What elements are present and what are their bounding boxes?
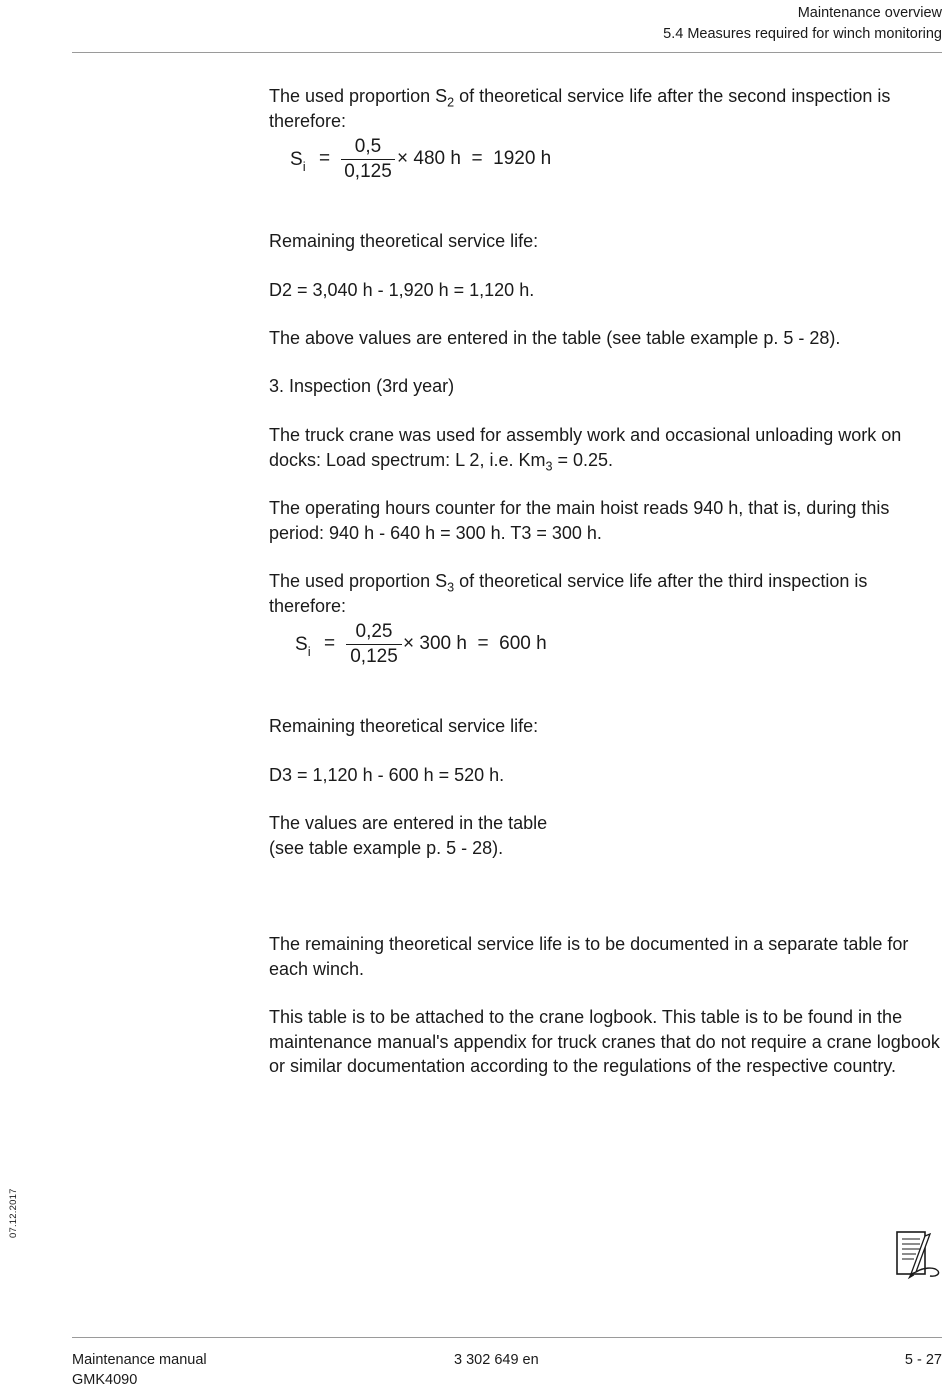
paragraph-logbook: This table is to be attached to the crane logbook. This table is to be found in the maintenance manual's appendix for truck cranes that do not require a crane logbook or similar documentation according to the regulations of the respective country.	[269, 1007, 940, 1076]
paragraph-d3: D3 = 1,120 h - 600 h = 520 h.	[269, 765, 505, 785]
fraction-bar	[341, 159, 395, 160]
header-rule	[72, 52, 942, 53]
header-chapter: Maintenance overview	[797, 5, 942, 21]
paragraph-load-spectrum: The truck crane was used for assembly work and occasional unloading work on docks: Load spectrum: L 2, i.e. $Km_3 = 0.25$.	[269, 425, 902, 473]
footer-document-number: 3 302 649 en	[454, 1352, 539, 1368]
paragraph-remaining-life-2: Remaining theoretical service life:	[269, 716, 539, 736]
footer-manual-title: Maintenance manual	[72, 1352, 207, 1368]
fraction: 0,25 0,125	[346, 621, 402, 668]
formula-third-inspection: $S_i$ = 0,25 0,125 × 300 h = 600 h	[295, 621, 547, 668]
footer-page-number: 5 - 27	[904, 1352, 942, 1368]
manual-note-icon	[894, 1228, 944, 1280]
paragraph-documentation: The remaining theoretical service life is to be documented in a separate table for each winch.	[269, 934, 909, 979]
paragraph-d2: D2 = 3,040 h - 1,920 h = 1,120 h.	[269, 280, 535, 300]
side-date: 07.12.2017	[8, 1188, 19, 1238]
paragraph-operating-hours: The operating hours counter for the main hoist reads 940 h, that is, during this period: 940 h - 640 h = 300 h. T3 = 300 h.	[269, 498, 890, 543]
formula-second-inspection: $S_i$ = 0,5 0,125 × 480 h = 1920 h	[290, 136, 552, 183]
footer-rule	[72, 1337, 942, 1338]
header-section: 5.4 Measures required for winch monitoring	[663, 26, 942, 42]
heading-third-inspection: 3. Inspection (3rd year)	[269, 376, 455, 396]
footer-model: GMK4090	[72, 1372, 138, 1388]
paragraph-used-proportion-s3: The used proportion $S_3$ of theoretical service life after the third inspection is therefore:	[269, 571, 868, 616]
paragraph-remaining-life-1: Remaining theoretical service life:	[269, 231, 539, 251]
page-header	[663, 3, 942, 45]
fraction-bar	[346, 644, 402, 645]
paragraph-table-entry-1: The above values are entered in the table (see table example p. 5 - 28).	[269, 328, 841, 348]
fraction: 0,5 0,125	[341, 136, 395, 183]
paragraph-table-entry-2: The values are entered in the table (see table example p. 5 - 28).	[269, 813, 548, 858]
paragraph-used-proportion-s2: The used proportion $S_2$ of theoretical service life after the second inspection is therefore:	[269, 86, 891, 131]
footer-left	[72, 1350, 207, 1390]
